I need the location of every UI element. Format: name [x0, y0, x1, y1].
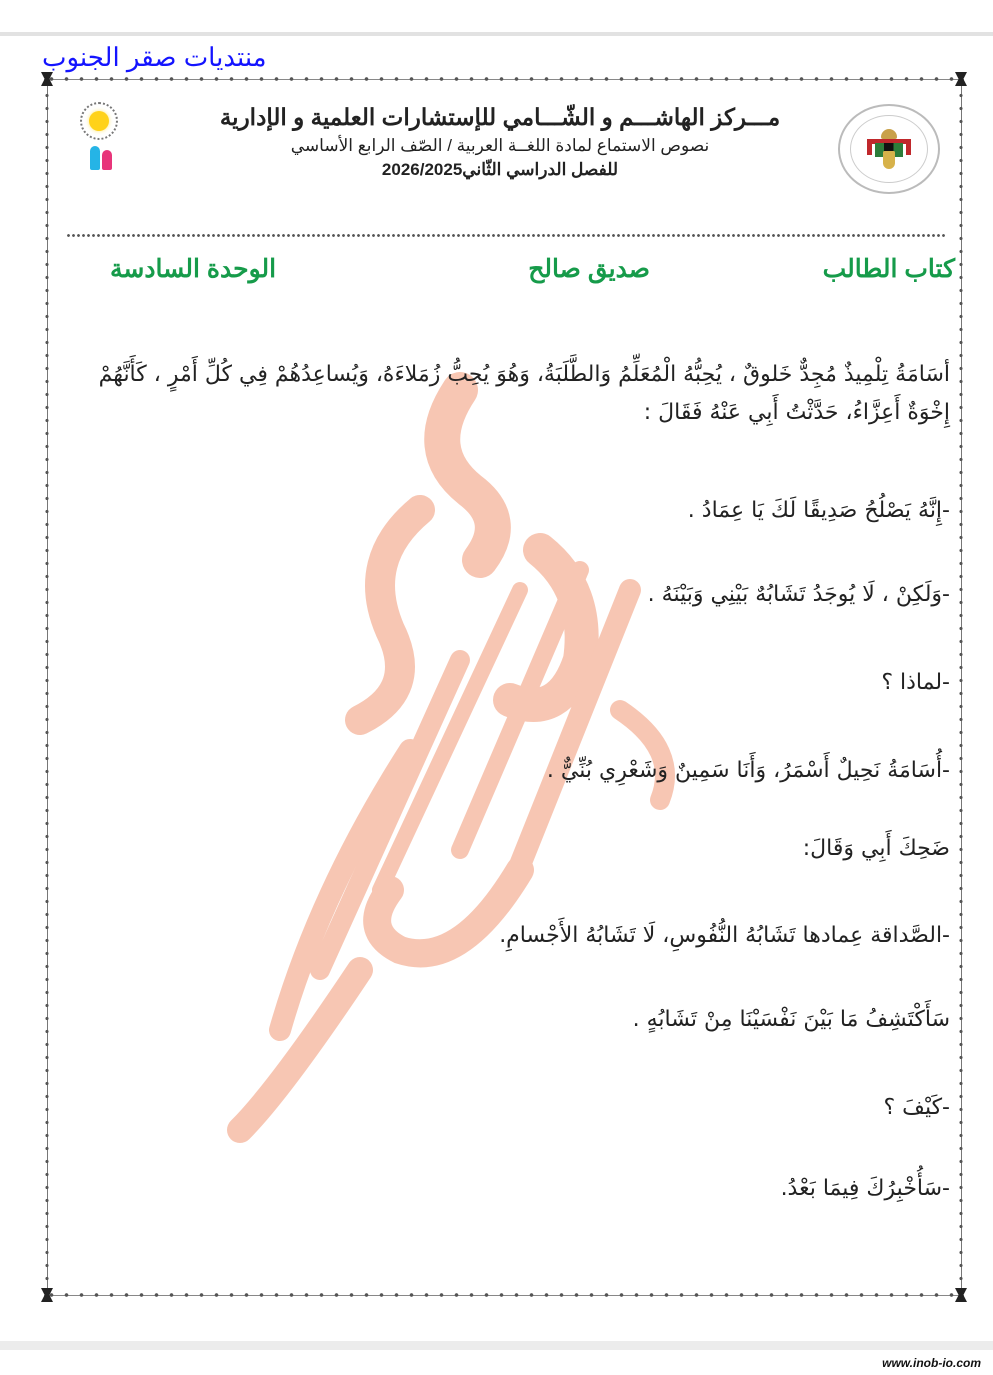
document-header — [150, 102, 850, 182]
children-icon — [88, 146, 116, 172]
passage-line: -وَلَكِنْ ، لَا يُوجَدُ تَشَابُهٌ بَيْنِي وَبَيْنَهُ . — [647, 582, 950, 607]
border-bottom — [44, 1292, 964, 1298]
term-line: للفصل الدراسي الثّاني2026/2025 — [381, 160, 619, 179]
border-right — [958, 76, 964, 1298]
lesson-meta-row — [110, 254, 955, 290]
passage-line: سَأَكْتَشِفُ مَا بَيْنَ نَفْسَيْنَا مِنْ تَشَابُهٍ . — [632, 1007, 950, 1032]
jordan-coat-of-arms-emblem — [838, 104, 940, 194]
book-label: كتاب الطالب — [822, 255, 955, 283]
sun-children-logo — [72, 100, 132, 180]
passage-line: -لماذا ؟ — [881, 670, 950, 695]
passage-line: -إِنَّهُ يَصْلُحُ صَدِيقًا لَكَ يَا عِمَادُ . — [687, 498, 950, 523]
border-left — [44, 76, 50, 1298]
passage-line: -كَيْفَ ؟ — [883, 1095, 950, 1120]
border-top — [44, 76, 964, 82]
crest-icon — [867, 129, 911, 169]
passage-intro: أسَامَةُ تِلْمِيذٌ مُجِدٌّ خَلوقٌ ، يُحِبُّهُ الْمُعَلِّمُ وَالطَّلَبَةُ، وَهُوَ يُحِبُّ زُمَلاءَهُ، وَيُساعِدُهُمْ فِي كُلِّ أَمْرٍ ، كَأَنَّهُمْ إِخْوَةٌ أَعِزَّاءُ، حَدَّثْتُ أَبِي عَنْهُ فَقَالَ : — [98, 362, 950, 425]
passage-line: -أُسَامَةُ نَحِيلٌ أَسْمَرُ، وَأَنَا سَمِينٌ وَشَعْرِي بُنِّيٌّ . — [546, 758, 950, 783]
sun-icon — [80, 102, 118, 140]
passage-line: -سَأُخْبِرُكَ فِيمَا بَعْدُ. — [780, 1176, 950, 1201]
organization-name: مـــركز الهاشـــم و الشّـــامي للإستشارات العلمية و الإدارية — [219, 104, 781, 130]
header-divider — [66, 234, 946, 237]
unit-label: الوحدة السادسة — [110, 255, 277, 283]
subject-line: نصوص الاستماع لمادة اللغــة العربية / الصّف الرابع الأساسي — [290, 136, 710, 155]
passage — [70, 356, 950, 1201]
top-page-separator — [0, 32, 993, 36]
footer-url: www.inob-io.com — [882, 1356, 981, 1370]
bottom-page-separator — [0, 1341, 993, 1350]
passage-line: -الصَّداقة عِمادها تَشَابُهُ النُّفُوسِ، لَا تَشَابُهُ الأَجْسامِ. — [499, 923, 950, 948]
site-title: منتديات صقر الجنوب — [42, 42, 267, 72]
passage-line: ضَحِكَ أَبِي وَقَالَ: — [802, 836, 950, 861]
lesson-title: صديق صالح — [528, 255, 650, 283]
